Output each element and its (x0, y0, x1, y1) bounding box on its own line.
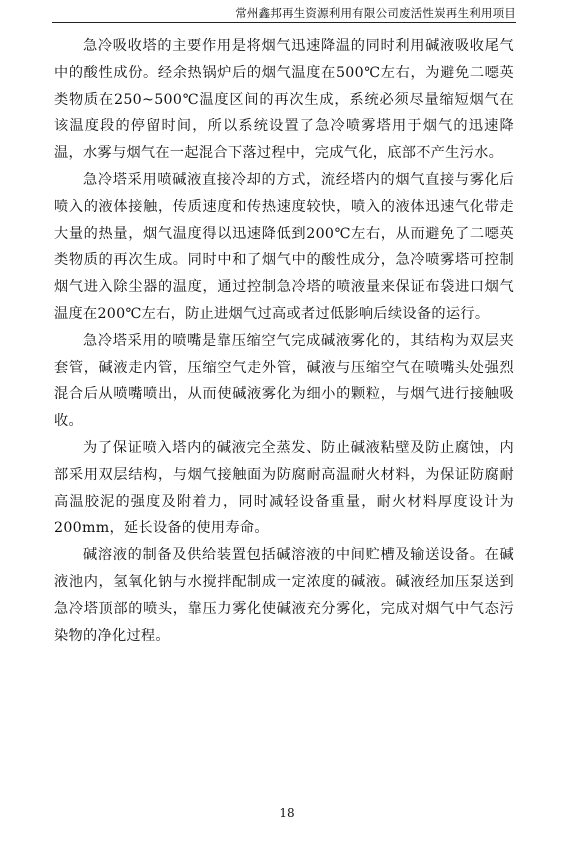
page-header (52, 0, 516, 23)
header-title: 常州鑫邦再生资源利用有限公司废活性炭再生利用项目 (235, 6, 516, 20)
document-body (54, 33, 514, 649)
paragraph: 急冷塔采用的喷嘴是靠压缩空气完成碱液雾化的，其结构为双层夹套管，碱液走内管，压缩空气走外管，碱液与压缩空气在喷嘴头处强烈混合后从喷嘴喷出，从而使碱液雾化为细小的颗粒，与烟气进行接触吸收。 (54, 332, 514, 430)
paragraph: 为了保证喷入塔内的碱液完全蒸发、防止碱液粘壁及防止腐蚀，内部采用双层结构，与烟气接触面为防腐耐高温耐火材料，为保证防腐耐高温胶泥的强度及附着力，同时减轻设备重量，耐火材料厚度设计为200mm，延长设备的使用寿命。 (54, 439, 514, 537)
paragraph: 急冷塔采用喷碱液直接冷却的方式，流经塔内的烟气直接与雾化后喷入的液体接触，传质速度和传热速度较快，喷入的液体迅速气化带走大量的热量，烟气温度得以迅速降低到200℃左右，从而避免了二噁英类物质的再次生成。同时中和了烟气中的酸性成分，急冷喷雾塔可控制烟气进入除尘器的温度，通过控制急冷塔的喷液量来保证布袋进口烟气温度在200℃左右，防止进烟气过高或者过低影响后续设备的运行。 (54, 171, 514, 322)
paragraph: 碱溶液的制备及供给装置包括碱溶液的中间贮槽及输送设备。在碱液池内，氢氧化钠与水搅拌配制成一定浓度的碱液。碱液经加压泵送到急冷塔顶部的喷头，靠压力雾化使碱液充分雾化，完成对烟气中气态污染物的净化过程。 (54, 547, 514, 644)
page-number: 18 (279, 806, 295, 820)
paragraph: 急冷吸收塔的主要作用是将烟气迅速降温的同时利用碱液吸收尾气中的酸性成份。经余热锅炉后的烟气温度在500℃左右，为避免二噁英类物质在250~500℃温度区间的再次生成，系统必须尽量缩短烟气在该温度段的停留时间，所以系统设置了急冷喷雾塔用于烟气的迅速降温，水雾与烟气在一起混合下落过程中，完成气化，底部不产生污水。 (54, 38, 514, 162)
